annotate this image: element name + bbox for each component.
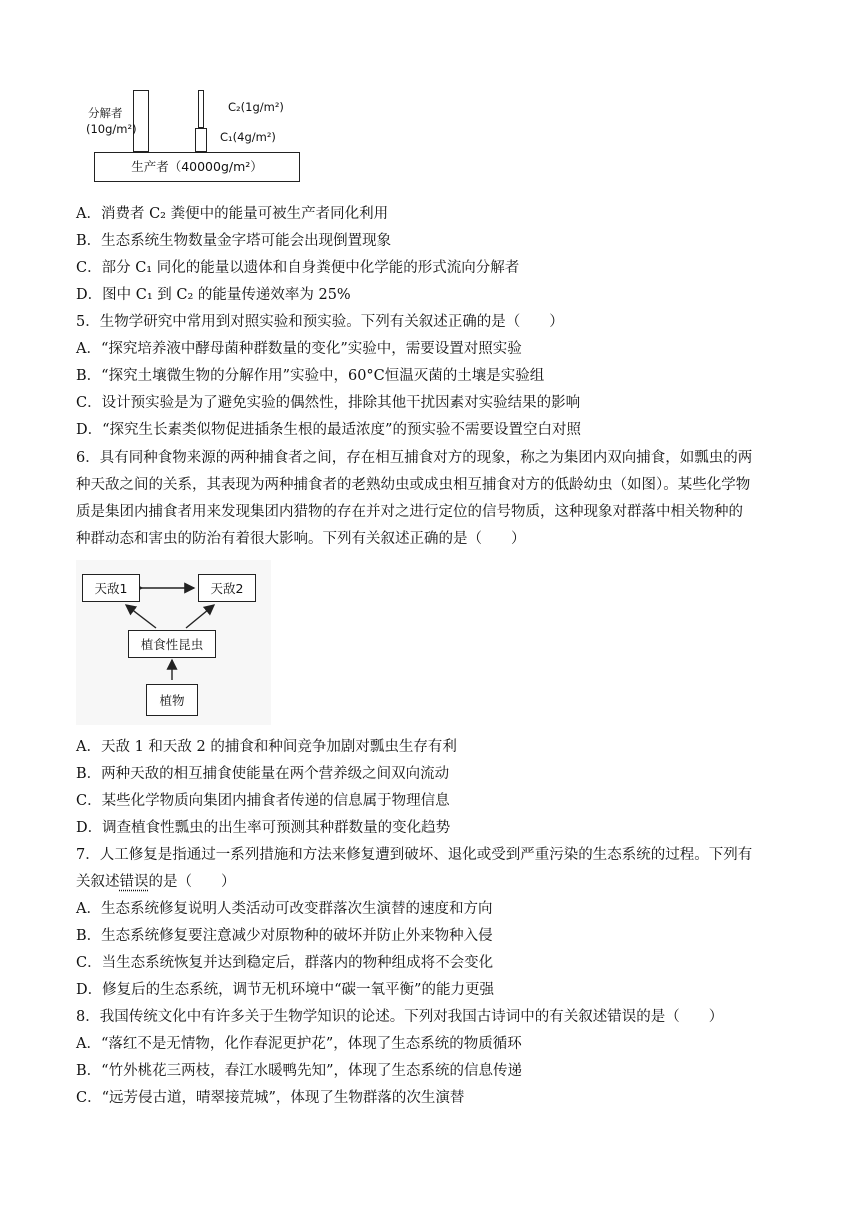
producer-label: 生产者（40000g/m²） [131,159,263,174]
q7-stem-part-a: 关叙述 [76,874,120,890]
food-web-figure [76,560,271,725]
q7-option-a: A．生态系统修复说明人类活动可改变群落次生演替的速度和方向 [76,901,493,917]
q4-option-d: D．图中 C₁ 到 C₂ 的能量传递效率为 25% [76,287,351,303]
plant-node: 植物 [146,684,198,716]
q6-stem-line-1: 6．具有同种食物来源的两种捕食者之间，存在相互捕食对方的现象，称之为集团内双向捕食，如瓢虫的两 [76,450,753,466]
q7-stem-emphasis: 错误 [119,874,149,890]
q7-option-d: D．修复后的生态系统，调节无机环境中“碳一氧平衡”的能力更强 [76,982,494,998]
c1-bar [195,128,207,152]
enemy2-node: 天敌2 [198,574,256,602]
q6-option-b: B．两种天敌的相互捕食使能量在两个营养级之间双向流动 [76,766,450,782]
q6-stem-line-3: 质是集团内捕食者用来发现集团内猎物的存在并对之进行定位的信号物质，这种现象对群落中相关物种的 [76,504,743,520]
q6-option-a: A．天敌 1 和天敌 2 的捕食和种间竞争加剧对瓢虫生存有利 [76,739,457,755]
q8-option-c: C．“远芳侵古道，晴翠接荒城”，体现了生物群落的次生演替 [76,1090,465,1106]
q4-option-a: A．消费者 C₂ 粪便中的能量可被生产者同化利用 [76,206,389,222]
c1-label: C₁(4g/m²) [220,130,276,144]
decomposer-value: (10g/m²) [86,122,137,136]
q4-option-c: C．部分 C₁ 同化的能量以遗体和自身粪便中化学能的形式流向分解者 [76,260,520,276]
q6-stem-line-2: 种天敌之间的关系，其表现为两种捕食者的老熟幼虫或成虫相互捕食对方的低龄幼虫（如图）。某些化学物 [76,477,751,493]
q5-stem: 5．生物学研究中常用到对照实验和预实验。下列有关叙述正确的是（ ） [76,314,564,330]
decomposer-bar [133,90,149,152]
q7-stem-part-b: 的是（ ） [148,874,236,890]
q7-option-c: C．当生态系统恢复并达到稳定后，群落内的物种组成将不会变化 [76,955,494,971]
enemy1-node: 天敌1 [82,574,140,602]
decomposer-label: 分解者 [88,106,123,120]
q5-option-a: A．“探究培养液中酵母菌种群数量的变化”实验中，需要设置对照实验 [76,341,522,357]
energy-pyramid-figure [88,86,308,186]
q4-option-b: B．生态系统生物数量金字塔可能会出现倒置现象 [76,233,392,249]
q6-option-d: D．调查植食性瓢虫的出生率可预测其种群数量的变化趋势 [76,820,451,836]
q6-option-c: C．某些化学物质向集团内捕食者传递的信息属于物理信息 [76,793,450,809]
q7-stem-line-2 [76,872,236,892]
c2-label: C₂(1g/m²) [228,100,284,114]
q7-option-b: B．生态系统修复要注意减少对原物种的破坏并防止外来物种入侵 [76,928,493,944]
q7-stem-line-1: 7．人工修复是指通过一系列措施和方法来修复遭到破坏、退化或受到严重污染的生态系统的过程。下列有 [76,847,753,863]
insect-node: 植食性昆虫 [128,630,216,658]
c2-bar [198,90,204,128]
q6-stem-line-4: 种群动态和害虫的防治有着很大影响。下列有关叙述正确的是（ ） [76,531,526,547]
q8-stem: 8．我国传统文化中有许多关于生物学知识的论述。下列对我国古诗词中的有关叙述错误的是（ ） [76,1009,724,1025]
q8-option-b: B．“竹外桃花三两枝，春江水暖鸭先知”，体现了生态系统的信息传递 [76,1063,522,1079]
q5-option-b: B．“探究土壤微生物的分解作用”实验中，60°C恒温灭菌的土壤是实验组 [76,368,545,384]
q8-option-a: A．“落红不是无情物，化作春泥更护花”，体现了生态系统的物质循环 [76,1036,522,1052]
q5-option-c: C．设计预实验是为了避免实验的偶然性，排除其他干扰因素对实验结果的影响 [76,395,581,411]
producer-bar [94,152,300,182]
q5-option-d: D．“探究生长素类似物促进插条生根的最适浓度”的预实验不需要设置空白对照 [76,422,581,438]
